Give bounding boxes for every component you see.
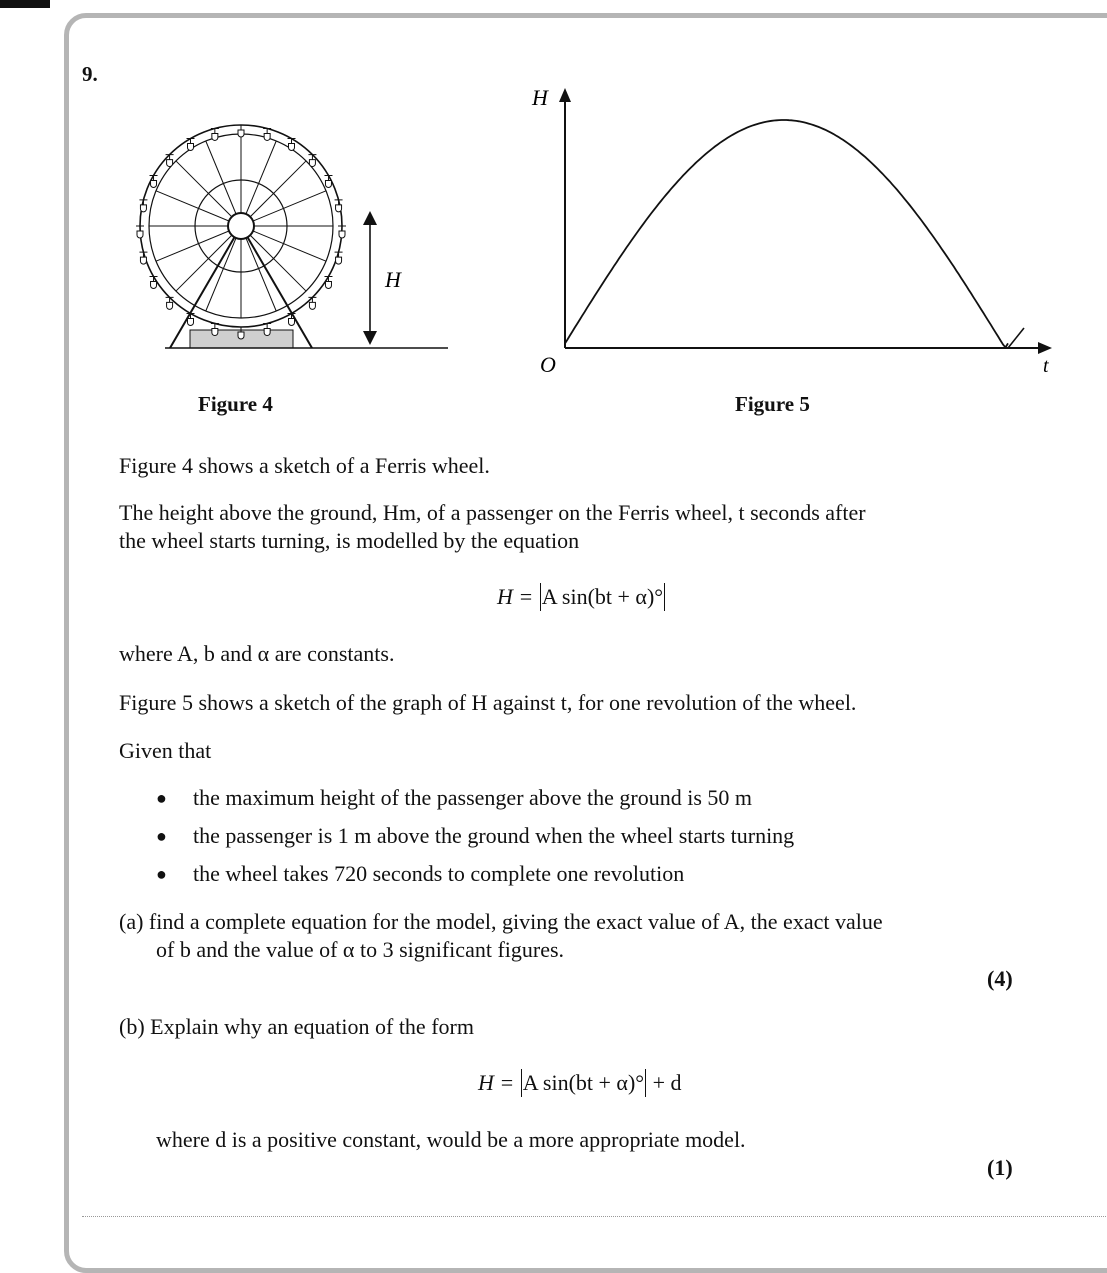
corner-mark	[0, 0, 50, 8]
bullet-icon: ●	[156, 864, 167, 884]
alt-model-equation	[478, 1069, 682, 1097]
t-axis-label: t	[1043, 355, 1049, 377]
part-b-marks: (1)	[987, 1155, 1013, 1180]
h-axis-label: H	[532, 85, 548, 110]
figure5-paragraph: Figure 5 shows a sketch of the graph of H against t, for one revolution of the wheel.	[119, 690, 857, 715]
part-a-line2: of b and the value of α to 3 significant figures.	[156, 937, 565, 962]
gondola	[139, 200, 147, 212]
wheel-hub	[228, 213, 254, 239]
bullet-item: the maximum height of the passenger above the ground is 50 m	[193, 785, 753, 810]
part-b-line2: where d is a positive constant, would be a more appropriate model.	[156, 1127, 746, 1152]
given-that: Given that	[119, 738, 212, 763]
figure5-caption: Figure 5	[735, 392, 810, 416]
gondola	[335, 252, 343, 264]
intro-paragraph: Figure 4 shows a sketch of a Ferris wheel.	[119, 453, 490, 478]
origin-label: O	[540, 352, 556, 377]
bullet-icon: ●	[156, 788, 167, 808]
gondola	[237, 327, 245, 339]
gondola	[150, 277, 158, 289]
gondola	[263, 324, 271, 336]
model-paragraph-line1: The height above the ground, Hm, of a passenger on the Ferris wheel, t seconds after	[119, 500, 866, 525]
eq2-tail: + d	[647, 1070, 682, 1095]
bullet-item: the passenger is 1 m above the ground when the wheel starts turning	[193, 823, 795, 848]
gondola	[338, 226, 346, 238]
gondola	[211, 128, 219, 140]
gondola	[335, 200, 343, 212]
gondola	[211, 324, 219, 336]
part-a-marks: (4)	[987, 966, 1013, 991]
gondola	[150, 176, 158, 188]
height-curve	[565, 120, 1008, 347]
gondola	[263, 128, 271, 140]
constants-paragraph: where A, b and α are constants.	[119, 641, 395, 666]
t-axis-arrow	[1038, 342, 1052, 354]
part-a-line1: (a) find a complete equation for the model, giving the exact value of A, the exact value	[119, 909, 883, 934]
eq1-body: A sin(bt + α)°	[541, 584, 664, 609]
curve-rebound	[1008, 328, 1024, 348]
bullet-icon: ●	[156, 826, 167, 846]
bullet-item: the wheel takes 720 seconds to complete one revolution	[193, 861, 685, 886]
model-equation	[497, 583, 666, 611]
gondola	[136, 226, 144, 238]
eq2-body: A sin(bt + α)°	[522, 1070, 645, 1095]
height-arrow-down	[363, 331, 377, 345]
model-paragraph-line2: the wheel starts turning, is modelled by the equation	[119, 528, 580, 553]
gondola	[324, 277, 332, 289]
ferris-wheel-figure	[120, 100, 460, 360]
eq1-lhs: H =	[497, 584, 539, 609]
figure4-caption: Figure 4	[198, 392, 273, 416]
height-arrow-up	[363, 211, 377, 225]
h-axis-arrow	[559, 88, 571, 102]
gondola	[139, 252, 147, 264]
eq2-lhs: H =	[478, 1070, 520, 1095]
question-number: 9.	[82, 62, 98, 86]
height-label: H	[385, 267, 401, 292]
answer-line	[82, 1216, 1107, 1217]
gondola	[237, 125, 245, 137]
gondola	[324, 176, 332, 188]
part-b-line1: (b) Explain why an equation of the form	[119, 1014, 474, 1039]
height-time-graph	[520, 78, 1060, 378]
